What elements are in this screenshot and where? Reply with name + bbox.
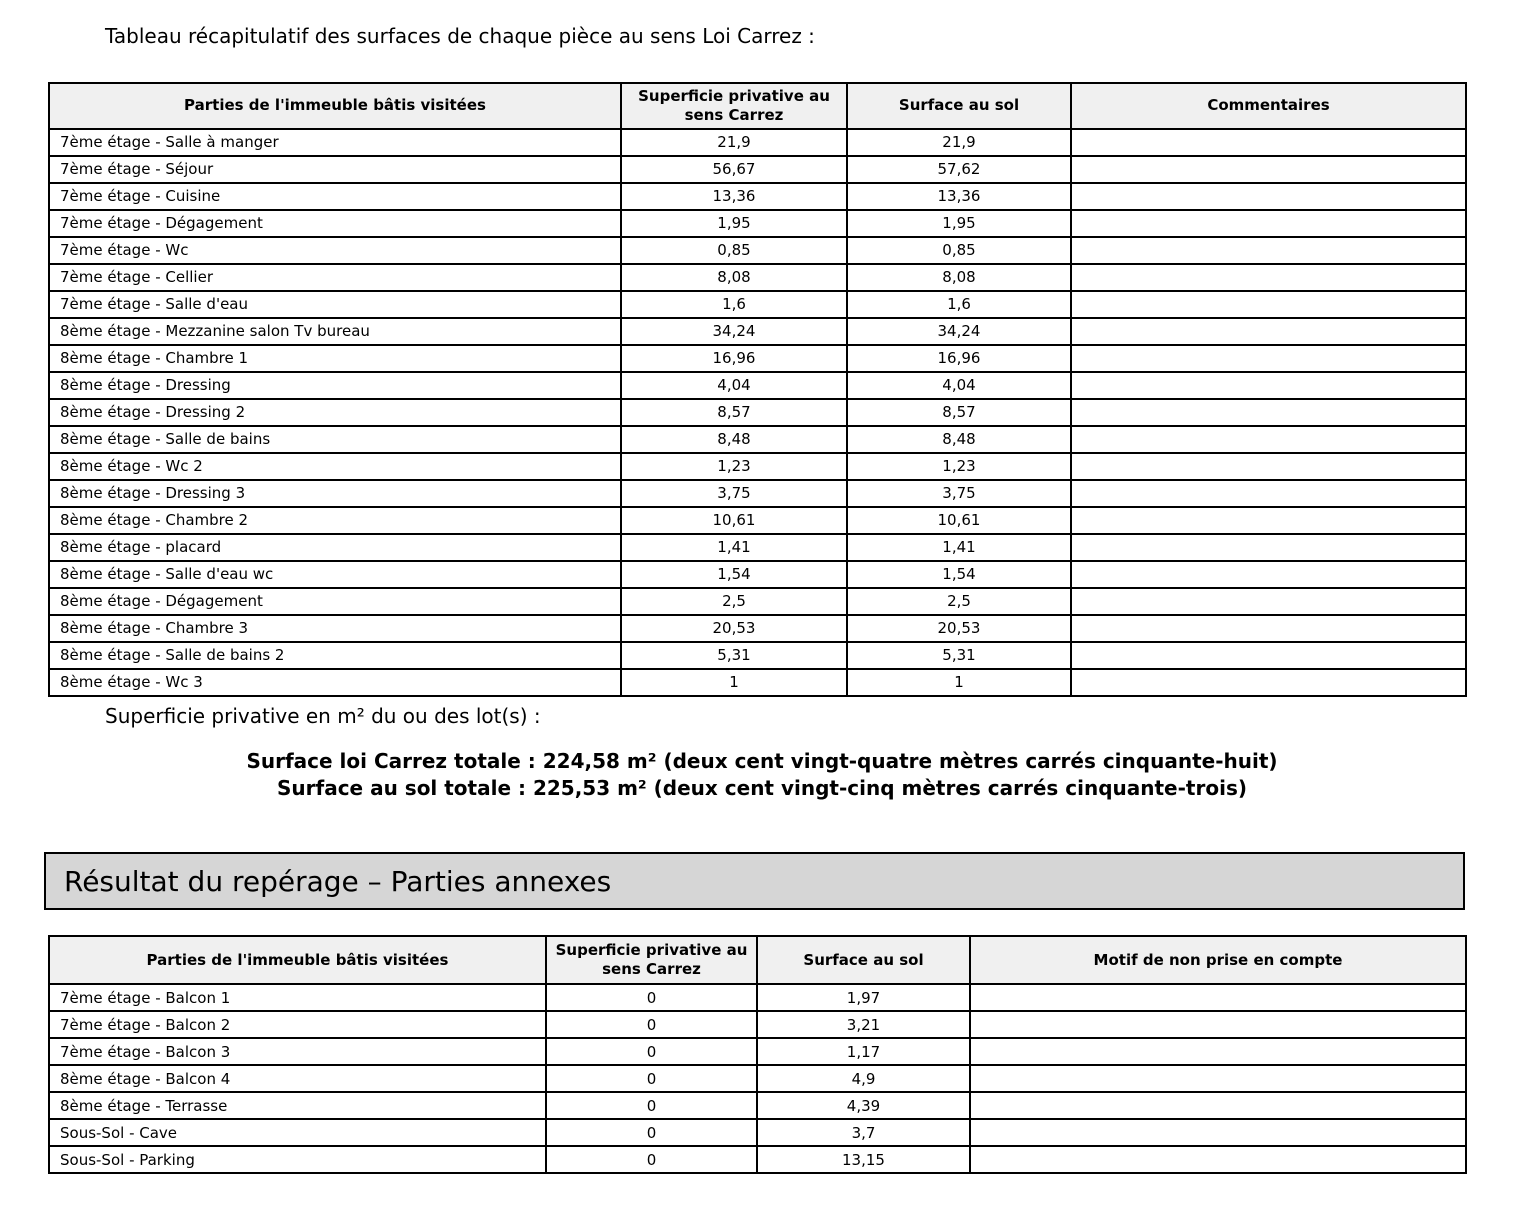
room-cell: 7ème étage - Wc [49, 237, 621, 264]
room-cell: 7ème étage - Cuisine [49, 183, 621, 210]
table-row [49, 642, 1466, 669]
sol-cell: 1 [847, 669, 1071, 696]
carrez-cell: 1,95 [621, 210, 847, 237]
room-cell: 7ème étage - Salle à manger [49, 129, 621, 156]
motif-cell [970, 1092, 1466, 1119]
room-cell: 8ème étage - Wc 3 [49, 669, 621, 696]
col-header-surface-sol: Surface au sol [847, 83, 1071, 129]
col-header-parties: Parties de l'immeuble bâtis visitées [49, 83, 621, 129]
carrez-cell: 1,54 [621, 561, 847, 588]
sol-cell: 3,75 [847, 480, 1071, 507]
room-cell: Sous-Sol - Parking [49, 1146, 546, 1173]
col-header-superficie-carrez: Superficie privative au sens Carrez [621, 83, 847, 129]
table-row [49, 399, 1466, 426]
carrez-cell: 21,9 [621, 129, 847, 156]
carrez-cell: 8,48 [621, 426, 847, 453]
room-cell: 8ème étage - Salle de bains [49, 426, 621, 453]
carrez-cell: 0 [546, 1038, 757, 1065]
comment-cell [1071, 210, 1466, 237]
table-row [49, 291, 1466, 318]
table-row [49, 345, 1466, 372]
carrez-cell: 3,75 [621, 480, 847, 507]
comment-cell [1071, 372, 1466, 399]
sol-cell: 13,15 [757, 1146, 970, 1173]
carrez-cell: 56,67 [621, 156, 847, 183]
table-row [49, 1038, 1466, 1065]
carrez-cell: 5,31 [621, 642, 847, 669]
sol-cell: 4,04 [847, 372, 1071, 399]
sol-cell: 2,5 [847, 588, 1071, 615]
page-title: Tableau récapitulatif des surfaces de chaque pièce au sens Loi Carrez : [105, 24, 815, 48]
room-cell: 8ème étage - Wc 2 [49, 453, 621, 480]
room-cell: Sous-Sol - Cave [49, 1119, 546, 1146]
comment-cell [1071, 237, 1466, 264]
carrez-cell: 20,53 [621, 615, 847, 642]
annex-table-body [49, 984, 1466, 1173]
total-carrez-line: Surface loi Carrez totale : 224,58 m² (deux cent vingt-quatre mètres carrés cinquante-huit) [246, 749, 1278, 773]
sol-cell: 5,31 [847, 642, 1071, 669]
comment-cell [1071, 183, 1466, 210]
room-cell: 8ème étage - Dégagement [49, 588, 621, 615]
annex-table-header [49, 936, 1466, 984]
comment-cell [1071, 291, 1466, 318]
room-cell: 8ème étage - Chambre 2 [49, 507, 621, 534]
room-cell: 8ème étage - Chambre 1 [49, 345, 621, 372]
room-cell: 8ème étage - Chambre 3 [49, 615, 621, 642]
sol-cell: 21,9 [847, 129, 1071, 156]
totals-block [0, 748, 1524, 802]
sol-cell: 1,6 [847, 291, 1071, 318]
sol-cell: 1,23 [847, 453, 1071, 480]
carrez-table-header [49, 83, 1466, 129]
comment-cell [1071, 453, 1466, 480]
parties-annexes-table [48, 935, 1467, 1174]
col-header-parties: Parties de l'immeuble bâtis visitées [49, 936, 546, 984]
table-row [49, 669, 1466, 696]
comment-cell [1071, 561, 1466, 588]
carrez-surfaces-table [48, 82, 1467, 697]
room-cell: 8ème étage - Balcon 4 [49, 1065, 546, 1092]
sol-cell: 4,9 [757, 1065, 970, 1092]
table-row [49, 534, 1466, 561]
table-row [49, 561, 1466, 588]
room-cell: 7ème étage - Cellier [49, 264, 621, 291]
carrez-cell: 16,96 [621, 345, 847, 372]
table-row [49, 984, 1466, 1011]
room-cell: 7ème étage - Balcon 3 [49, 1038, 546, 1065]
room-cell: 8ème étage - Dressing 3 [49, 480, 621, 507]
sol-cell: 8,48 [847, 426, 1071, 453]
sol-cell: 1,95 [847, 210, 1071, 237]
comment-cell [1071, 480, 1466, 507]
table-row [49, 453, 1466, 480]
carrez-cell: 0,85 [621, 237, 847, 264]
comment-cell [1071, 264, 1466, 291]
col-header-motif: Motif de non prise en compte [970, 936, 1466, 984]
room-cell: 8ème étage - Dressing 2 [49, 399, 621, 426]
comment-cell [1071, 669, 1466, 696]
table-row [49, 426, 1466, 453]
sol-cell: 16,96 [847, 345, 1071, 372]
table-row [49, 1011, 1466, 1038]
room-cell: 8ème étage - Mezzanine salon Tv bureau [49, 318, 621, 345]
table-row [49, 372, 1466, 399]
comment-cell [1071, 507, 1466, 534]
superficie-note: Superficie privative en m² du ou des lot(s) : [105, 704, 541, 728]
table-row [49, 318, 1466, 345]
table-row [49, 129, 1466, 156]
header-row [49, 936, 1466, 984]
carrez-cell: 1,6 [621, 291, 847, 318]
motif-cell [970, 1011, 1466, 1038]
table-row [49, 264, 1466, 291]
room-cell: 8ème étage - Salle d'eau wc [49, 561, 621, 588]
room-cell: 8ème étage - Terrasse [49, 1092, 546, 1119]
carrez-cell: 8,57 [621, 399, 847, 426]
room-cell: 8ème étage - Salle de bains 2 [49, 642, 621, 669]
comment-cell [1071, 642, 1466, 669]
room-cell: 7ème étage - Salle d'eau [49, 291, 621, 318]
room-cell: 7ème étage - Dégagement [49, 210, 621, 237]
table-row [49, 156, 1466, 183]
header-row [49, 83, 1466, 129]
table-row [49, 183, 1466, 210]
carrez-cell: 0 [546, 1011, 757, 1038]
carrez-cell: 0 [546, 984, 757, 1011]
room-cell: 7ème étage - Séjour [49, 156, 621, 183]
carrez-cell: 1 [621, 669, 847, 696]
carrez-cell: 0 [546, 1092, 757, 1119]
comment-cell [1071, 426, 1466, 453]
col-header-superficie-carrez: Superficie privative au sens Carrez [546, 936, 757, 984]
sol-cell: 0,85 [847, 237, 1071, 264]
carrez-cell: 8,08 [621, 264, 847, 291]
motif-cell [970, 1065, 1466, 1092]
carrez-cell: 1,41 [621, 534, 847, 561]
room-cell: 8ème étage - Dressing [49, 372, 621, 399]
carrez-cell: 13,36 [621, 183, 847, 210]
sol-cell: 8,08 [847, 264, 1071, 291]
table-row [49, 1146, 1466, 1173]
sol-cell: 57,62 [847, 156, 1071, 183]
room-cell: 7ème étage - Balcon 2 [49, 1011, 546, 1038]
comment-cell [1071, 615, 1466, 642]
room-cell: 7ème étage - Balcon 1 [49, 984, 546, 1011]
motif-cell [970, 1119, 1466, 1146]
table-row [49, 1065, 1466, 1092]
carrez-cell: 34,24 [621, 318, 847, 345]
motif-cell [970, 984, 1466, 1011]
sol-cell: 20,53 [847, 615, 1071, 642]
total-sol-line: Surface au sol totale : 225,53 m² (deux cent vingt-cinq mètres carrés cinquante-trois) [277, 776, 1247, 800]
comment-cell [1071, 156, 1466, 183]
table-row [49, 1119, 1466, 1146]
sol-cell: 13,36 [847, 183, 1071, 210]
comment-cell [1071, 318, 1466, 345]
table-row [49, 507, 1466, 534]
comment-cell [1071, 399, 1466, 426]
table-row [49, 210, 1466, 237]
sol-cell: 4,39 [757, 1092, 970, 1119]
carrez-cell: 0 [546, 1065, 757, 1092]
sol-cell: 3,7 [757, 1119, 970, 1146]
carrez-cell: 2,5 [621, 588, 847, 615]
comment-cell [1071, 588, 1466, 615]
sol-cell: 1,17 [757, 1038, 970, 1065]
sol-cell: 34,24 [847, 318, 1071, 345]
table-row [49, 1092, 1466, 1119]
comment-cell [1071, 345, 1466, 372]
motif-cell [970, 1146, 1466, 1173]
table-row [49, 237, 1466, 264]
table-row [49, 480, 1466, 507]
carrez-cell: 10,61 [621, 507, 847, 534]
comment-cell [1071, 129, 1466, 156]
comment-cell [1071, 534, 1466, 561]
section-banner-parties-annexes: Résultat du repérage – Parties annexes [44, 852, 1465, 910]
sol-cell: 10,61 [847, 507, 1071, 534]
carrez-cell: 1,23 [621, 453, 847, 480]
sol-cell: 1,54 [847, 561, 1071, 588]
col-header-commentaires: Commentaires [1071, 83, 1466, 129]
table-row [49, 615, 1466, 642]
col-header-surface-sol: Surface au sol [757, 936, 970, 984]
carrez-cell: 0 [546, 1119, 757, 1146]
carrez-table-body [49, 129, 1466, 696]
carrez-cell: 4,04 [621, 372, 847, 399]
sol-cell: 3,21 [757, 1011, 970, 1038]
sol-cell: 1,97 [757, 984, 970, 1011]
carrez-cell: 0 [546, 1146, 757, 1173]
motif-cell [970, 1038, 1466, 1065]
table-row [49, 588, 1466, 615]
sol-cell: 1,41 [847, 534, 1071, 561]
sol-cell: 8,57 [847, 399, 1071, 426]
room-cell: 8ème étage - placard [49, 534, 621, 561]
